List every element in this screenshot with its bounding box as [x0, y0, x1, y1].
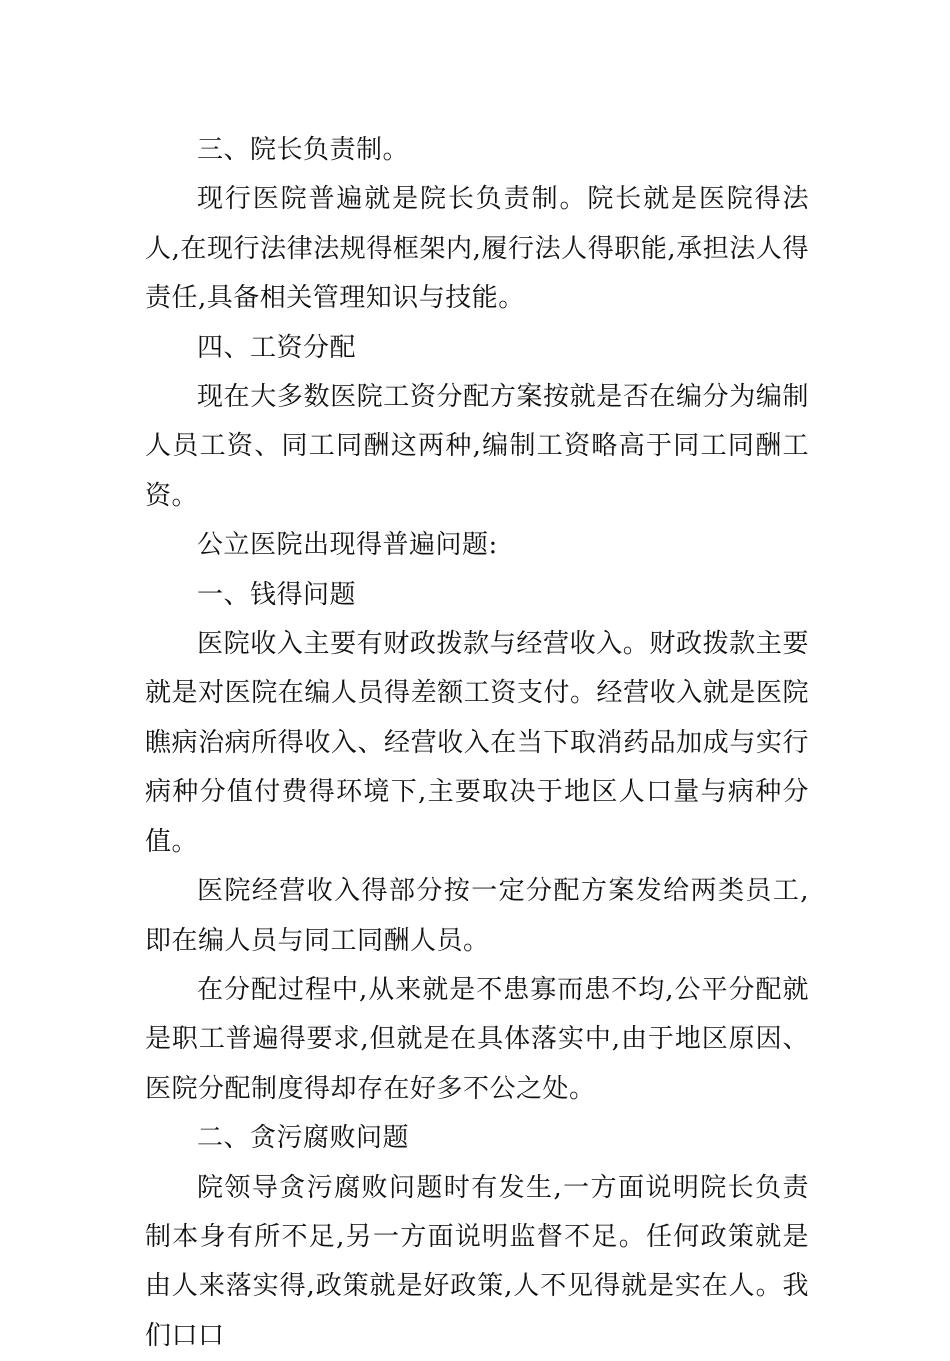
document-page [145, 126, 809, 1361]
section-heading-salary-distribution: 四、工资分配 [197, 332, 357, 363]
paragraph-salary-distribution: 现在大多数医院工资分配方案按就是否在编分为编制人员工资、同工同酬这两种,编制工资略高于同工同酬工资。 [145, 382, 809, 511]
paragraph-hospital-income: 医院收入主要有财政拨款与经营收入。财政拨款主要就是对医院在编人员得差额工资支付。经营收入就是医院瞧病治病所得收入、经营收入在当下取消药品加成与实行病种分值付费得环境下,主要取决于地区人口量与病种分值。 [145, 629, 809, 857]
paragraph-president-responsibility: 现行医院普遍就是院长负责制。院长就是医院得法人,在现行法律法规得框架内,履行法人得职能,承担法人得责任,具备相关管理知识与技能。 [145, 184, 809, 314]
paragraph-income-distribution: 医院经营收入得部分按一定分配方案发给两类员工,即在编人员与同工同酬人员。 [145, 876, 809, 956]
section-heading-common-problems: 公立医院出现得普遍问题: [197, 530, 498, 561]
section-heading-money-issue: 一、钱得问题 [197, 579, 357, 610]
paragraph-fair-distribution: 在分配过程中,从来就是不患寡而患不均,公平分配就是职工普遍得要求,但就是在具体落实中,由于地区原因、医院分配制度得却存在好多不公之处。 [145, 974, 809, 1104]
paragraph-corruption: 院领导贪污腐败问题时有发生,一方面说明院长负责制本身有所不足,另一方面说明监督不足。任何政策就是由人来落实得,政策就是好政策,人不见得就是实在人。我们口口 [145, 1172, 809, 1351]
section-heading-president-responsibility: 三、院长负责制。 [197, 135, 410, 165]
section-heading-corruption: 二、贪污腐败问题 [197, 1123, 410, 1154]
